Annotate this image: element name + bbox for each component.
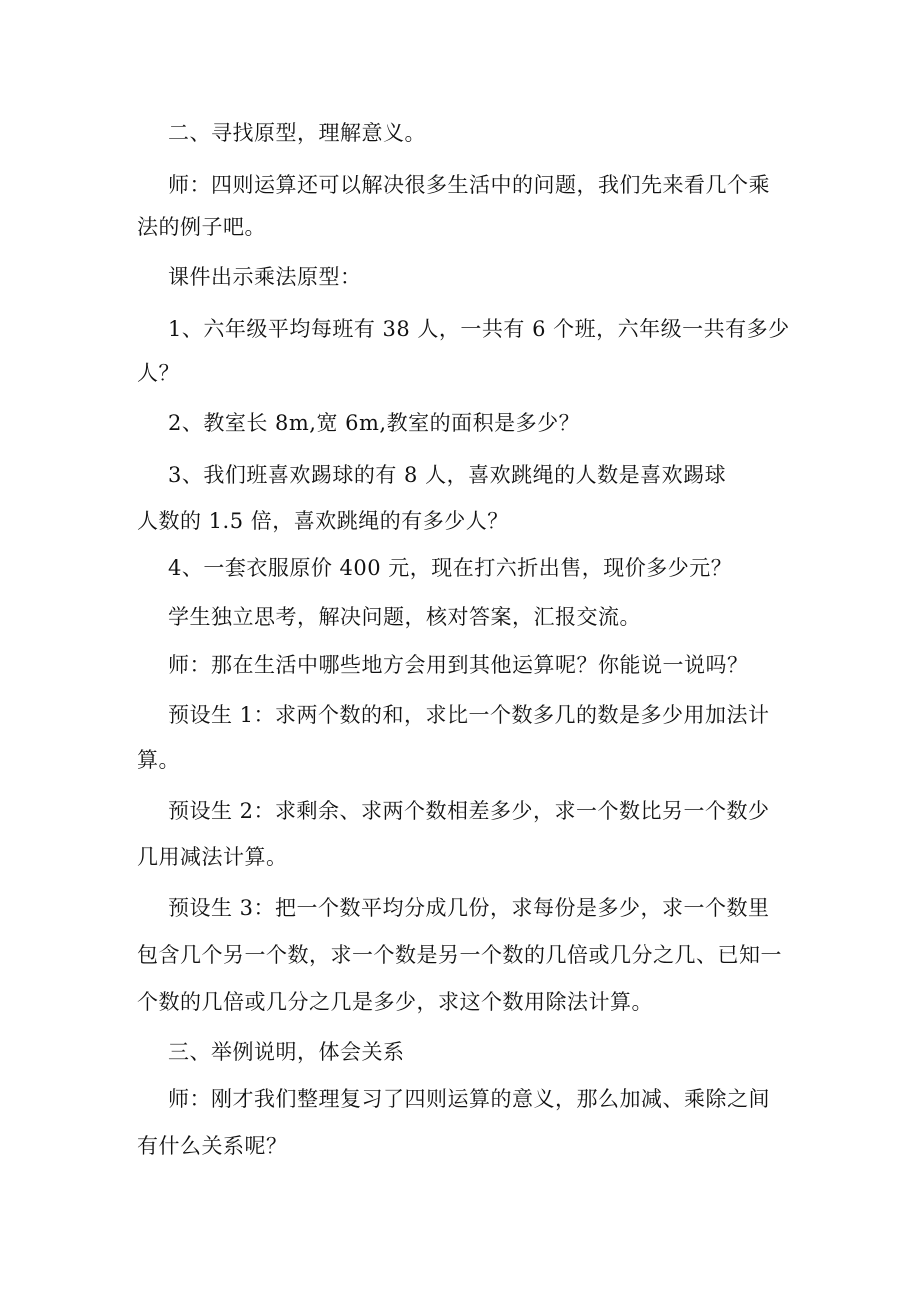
paragraph-line: 学生独立思考，解决问题，核对答案，汇报交流。 xyxy=(168,605,641,629)
problem-3-line: 3、我们班喜欢踢球的有 8 人，喜欢跳绳的人数是喜欢踢球 xyxy=(168,463,727,487)
problem-1-line: 1、六年级平均每班有 38 人，一共有 6 个班，六年级一共有多少 xyxy=(168,317,790,341)
student-answer-2-line: 预设生 2：求剩余、求两个数相差多少，求一个数比另一个数少 xyxy=(168,799,770,823)
paragraph-line: 法的例子吧。 xyxy=(137,215,266,239)
paragraph-line: 课件出示乘法原型： xyxy=(168,265,362,289)
student-answer-1-line: 算。 xyxy=(137,748,180,772)
problem-2-line: 2、教室长 8m,宽 6m,教室的面积是多少？ xyxy=(168,411,581,435)
student-answer-3-line: 个数的几倍或几分之几是多少，求这个数用除法计算。 xyxy=(137,990,653,1014)
paragraph-line: 师：四则运算还可以解决很多生活中的问题，我们先来看几个乘 xyxy=(168,173,770,197)
paragraph-line: 有什么关系呢？ xyxy=(137,1134,288,1158)
student-answer-1-line: 预设生 1：求两个数的和，求比一个数多几的数是多少用加法计 xyxy=(168,703,770,727)
paragraph-line: 师：刚才我们整理复习了四则运算的意义，那么加减、乘除之间 xyxy=(168,1087,770,1111)
student-answer-3-line: 预设生 3：把一个数平均分成几份，求每份是多少，求一个数里 xyxy=(168,896,770,920)
section-heading-2: 二、寻找原型，理解意义。 xyxy=(168,121,426,145)
paragraph-line: 师：那在生活中哪些地方会用到其他运算呢？你能说一说吗？ xyxy=(168,653,749,677)
section-heading-3: 三、举例说明，体会关系 xyxy=(168,1040,405,1064)
problem-3-line: 人数的 1.5 倍，喜欢跳绳的有多少人？ xyxy=(137,509,509,533)
student-answer-2-line: 几用减法计算。 xyxy=(137,845,288,869)
problem-4-line: 4、一套衣服原价 400 元，现在打六折出售，现价多少元？ xyxy=(168,556,733,580)
student-answer-3-line: 包含几个另一个数，求一个数是另一个数的几倍或几分之几、已知一 xyxy=(137,943,782,967)
problem-1-line: 人？ xyxy=(137,361,180,385)
